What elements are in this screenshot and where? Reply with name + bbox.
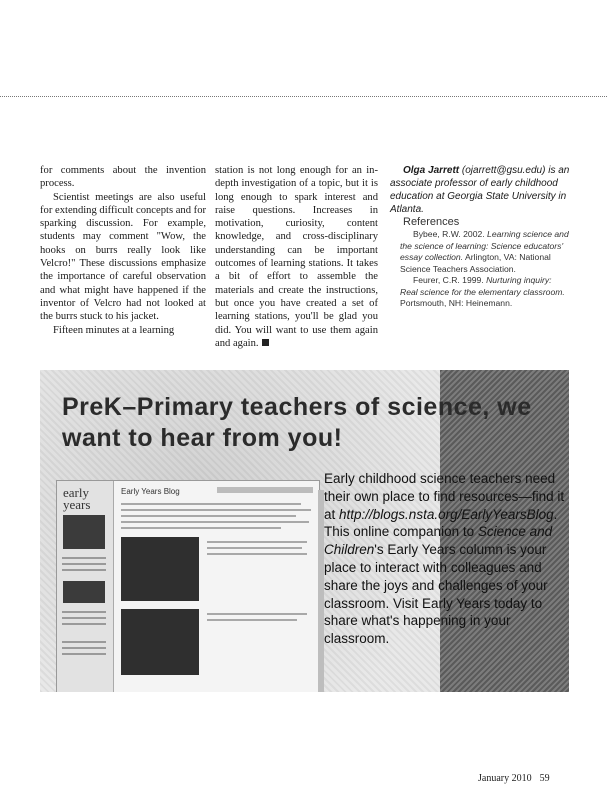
- blog-text-line: [121, 503, 301, 505]
- sidebar-text-line: [62, 557, 106, 559]
- journal-name: Science and Children: [324, 524, 553, 558]
- blog-sidebar: [57, 481, 114, 692]
- sidebar-text-line: [62, 641, 106, 643]
- article-column-1: [40, 164, 206, 337]
- paragraph: Scientist meetings are also useful for extending difficult concepts and for sparking discussion. For example, students may comment "Wow, the hooks on burrs really look like Velcro!" These discussions emphasize the importance of careful observation and what might have happened if the inventor of Velcro had not looked at the burrs stuck to his jacket.: [40, 191, 207, 323]
- ad-body-intro: Early childhood science teachers need their own place to find resources—find it at: [324, 471, 565, 522]
- sidebar-text-line: [62, 611, 106, 613]
- sidebar-image: [63, 581, 105, 603]
- blog-photo: [121, 609, 199, 675]
- author-email: (ojarrett@gsu.edu): [459, 165, 546, 176]
- paragraph: Fifteen minutes at a learning: [53, 324, 175, 336]
- reference-publisher: Arlington, VA: National Science Teachers Association.: [400, 252, 551, 274]
- blog-photo: [121, 537, 199, 601]
- ad-body-closing: 's Early Years column is your place to interact with colleagues and share the joys and challenges of your classroom. Visit Early Years today to share what's happening in your classroom.: [324, 542, 548, 647]
- ad-body-middle: . This online companion to: [324, 506, 558, 540]
- references-heading: References: [403, 216, 460, 228]
- header-rule: [0, 96, 607, 97]
- end-of-article-mark: [262, 339, 269, 346]
- reference-author: Bybee, R.W. 2002.: [413, 229, 488, 239]
- article-column-3: [390, 164, 570, 310]
- reference-publisher: Portsmouth, NH: Heinemann.: [400, 298, 513, 308]
- page-number: 59: [539, 773, 550, 784]
- paragraph: [215, 164, 378, 350]
- blog-screenshot: [56, 480, 320, 692]
- sidebar-text-line: [62, 647, 106, 649]
- ad-body-text: [324, 470, 569, 648]
- blog-text-line: [207, 547, 302, 549]
- blog-text-line: [207, 619, 297, 621]
- paragraph: for comments about the invention process.: [40, 165, 206, 190]
- ad-headline: PreK–Primary teachers of science, we want to hear from you!: [62, 393, 532, 452]
- advertisement: [40, 370, 569, 692]
- blog-text-line: [207, 613, 307, 615]
- reference-author: Feurer, C.R. 1999.: [413, 275, 487, 285]
- paragraph-text: station is not long enough for an in-depth investigation of a topic, but it is long enough to spark interest and raise questions. Increases in motivation, curiosity, content knowledge, and cross-disciplinary understanding can be important outcomes of learning stations. It takes a bit of effort to assemble the materials and create the instructions, but once you have created a set of learning stations, you'll be glad you did. You will want to use them again and again.: [215, 165, 378, 349]
- issue-date: January 2010: [478, 773, 532, 784]
- sidebar-text-line: [62, 563, 106, 565]
- blog-title: Early Years Blog: [121, 487, 180, 496]
- blog-text-line: [207, 553, 307, 555]
- blog-url-link[interactable]: http://blogs.nsta.org/EarlyYearsBlog: [339, 506, 554, 522]
- article-column-2: [215, 164, 378, 350]
- blog-nav-bar: [217, 487, 313, 493]
- sidebar-text-line: [62, 617, 106, 619]
- reference-title: Learning science and the science of learning: Science educators' essay collection.: [400, 229, 569, 262]
- author-bio: [390, 164, 570, 216]
- reference-item: [390, 229, 570, 275]
- blog-logo: early years: [63, 485, 91, 512]
- sidebar-image: [63, 515, 105, 549]
- blog-text-line: [121, 515, 296, 517]
- sidebar-text-line: [62, 569, 106, 571]
- sidebar-text-line: [62, 653, 106, 655]
- sidebar-text-line: [62, 623, 106, 625]
- reference-item: [390, 275, 570, 310]
- blog-text-line: [121, 521, 309, 523]
- blog-text-line: [121, 527, 281, 529]
- page-folio: [478, 773, 550, 784]
- blog-text-line: [207, 541, 307, 543]
- author-description: is an associate professor of early childhood education at Georgia State University in Atlanta.: [390, 165, 570, 215]
- reference-title: Nurturing inquiry: Real science for the elementary classroom.: [400, 275, 565, 297]
- author-name: Olga Jarrett: [403, 165, 460, 176]
- blog-text-line: [121, 509, 311, 511]
